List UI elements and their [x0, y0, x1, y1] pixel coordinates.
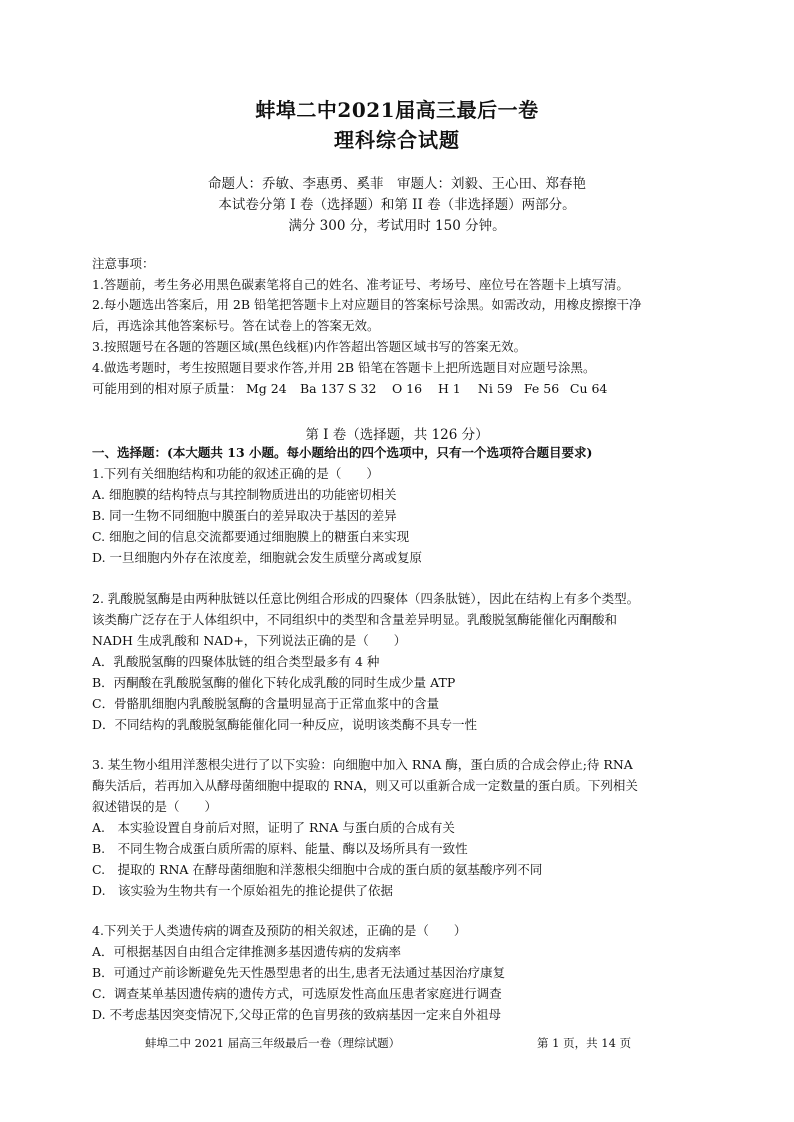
- atomic-masses-label: 可能用到的相对原子质量：: [92, 381, 243, 396]
- section-heading: 第 I 卷（选择题，共 126 分）: [305, 427, 489, 443]
- q3-option-a: A. 本实验设置自身前后对照，证明了 RNA 与蛋白质的合成有关: [92, 820, 455, 835]
- q1-option-d: D. 一旦细胞内外存在浓度差，细胞就会发生质壁分离或复原: [92, 550, 423, 565]
- q3-option-b: B. 不同生物合成蛋白质所需的原料、能量、酶以及场所具有一致性: [92, 841, 468, 856]
- q4-option-d: D. 不考虑基因突变情况下,父母正常的色盲男孩的致病基因一定来自外祖母: [92, 1007, 501, 1022]
- q2-option-d: D．不同结构的乳酸脱氢酶能催化同一种反应，说明该类酶不具专一性: [92, 717, 478, 732]
- q4-option-c: C．调查某单基因遗传病的遗传方式，可选原发性高血压患者家庭进行调查: [92, 986, 502, 1001]
- exam-subtitle: 理科综合试题: [334, 128, 460, 152]
- atom-fe: Fe 56: [523, 381, 560, 396]
- note-4: 4.做选考题时，考生按照题目要求作答,并用 2B 铅笔在答题卡上把所选题目对应题号涂黑。: [92, 360, 596, 375]
- notes-heading: 注意事项：: [92, 256, 155, 271]
- atom-s: S 32: [347, 381, 377, 396]
- atom-o: O 16: [391, 381, 423, 396]
- q1-option-a: A. 细胞膜的结构特点与其控制物质进出的功能密切相关: [92, 487, 397, 502]
- note-1: 1.答题前，考生务必用黑色碳素笔将自己的姓名、准考证号、考场号、座位号在答题卡上填写清。: [92, 277, 629, 292]
- atom-ni: Ni 59: [477, 381, 513, 396]
- q3-option-c: C. 提取的 RNA 在酵母菌细胞和洋葱根尖细胞中合成的蛋白质的氨基酸序列不同: [92, 862, 543, 877]
- atom-ba: Ba 137: [299, 381, 345, 396]
- q1-stem: 1.下列有关细胞结构和功能的叙述正确的是（ ）: [92, 466, 379, 481]
- note-2a: 2.每小题选出答案后，用 2B 铅笔把答题卡上对应题目的答案标号涂黑。如需改动，用橡皮擦擦干净: [92, 297, 642, 312]
- q2-option-c: C．骨骼肌细胞内乳酸脱氢酶的含量明显高于正常血浆中的含量: [92, 696, 440, 711]
- q3-option-d: D. 该实验为生物共有一个原始祖先的推论提供了依据: [92, 883, 394, 898]
- q2-stem-2: 该类酶广泛存在于人体组织中，不同组织中的类型和含量差异明显。乳酸脱氢酶能催化丙酮酸和: [92, 612, 618, 627]
- composition-line: 本试卷分第 I 卷（选择题）和第 II 卷（非选择题）两部分。: [218, 197, 576, 213]
- exam-title: 蚌埠二中2021届高三最后一卷: [255, 98, 539, 122]
- q1-option-b: B. 同一生物不同细胞中膜蛋白的差异取决于基因的差异: [92, 508, 397, 523]
- atom-cu: Cu 64: [569, 381, 608, 396]
- note-2b: 后，再选涂其他答案标号。答在试卷上的答案无效。: [92, 318, 380, 333]
- atom-h: H 1: [437, 381, 461, 396]
- atom-mg: Mg 24: [246, 381, 287, 396]
- q4-option-b: B．可通过产前诊断避免先天性愚型患者的出生,患者无法通过基因治疗康复: [92, 965, 506, 980]
- section-instructions: 一、选择题：(本大题共 13 小题。每小题给出的四个选项中，只有一个选项符合题目要求): [92, 445, 593, 460]
- q3-stem-3: 叙述错误的是（ ）: [92, 799, 218, 814]
- score-time-line: 满分 300 分，考试用时 150 分钟。: [288, 218, 506, 234]
- q3-stem-1: 3. 某生物小组用洋葱根尖进行了以下实验：向细胞中加入 RNA 酶，蛋白质的合成会停止;待 RNA: [92, 757, 633, 772]
- q2-stem-1: 2. 乳酸脱氢酶是由两种肽链以任意比例组合形成的四聚体（四条肽链），因此在结构上有多个类型。: [92, 591, 640, 606]
- q2-option-b: B．丙酮酸在乳酸脱氢酶的催化下转化成乳酸的同时生成少量 ATP: [92, 675, 456, 690]
- q4-stem: 4.下列关于人类遗传病的调查及预防的相关叙述，正确的是（ ）: [92, 923, 467, 938]
- q2-stem-3: NADH 生成乳酸和 NAD+，下列说法正确的是（ ）: [92, 633, 407, 648]
- q2-option-a: A．乳酸脱氢酶的四聚体肽链的组合类型最多有 4 种: [92, 654, 380, 669]
- note-3: 3.按照题号在各题的答题区域(黑色线框)内作答超出答题区域书写的答案无效。: [92, 339, 527, 354]
- authors-line: 命题人：乔敏、李惠勇、奚菲 审题人：刘毅、王心田、郑春艳: [208, 176, 586, 192]
- q3-stem-2: 酶失活后，若再加入从酵母菌细胞中提取的 RNA，则又可以重新合成一定数量的蛋白质。下列相关: [92, 778, 638, 793]
- atomic-masses: [92, 380, 732, 398]
- footer-page-number: 第 1 页，共 14 页: [537, 1036, 632, 1050]
- q4-option-a: A．可根据基因自由组合定律推测多基因遗传病的发病率: [92, 944, 402, 959]
- q1-option-c: C. 细胞之间的信息交流都要通过细胞膜上的糖蛋白来实现: [92, 529, 410, 544]
- footer-exam-name: 蚌埠二中 2021 届高三年级最后一卷（理综试题）: [145, 1036, 401, 1050]
